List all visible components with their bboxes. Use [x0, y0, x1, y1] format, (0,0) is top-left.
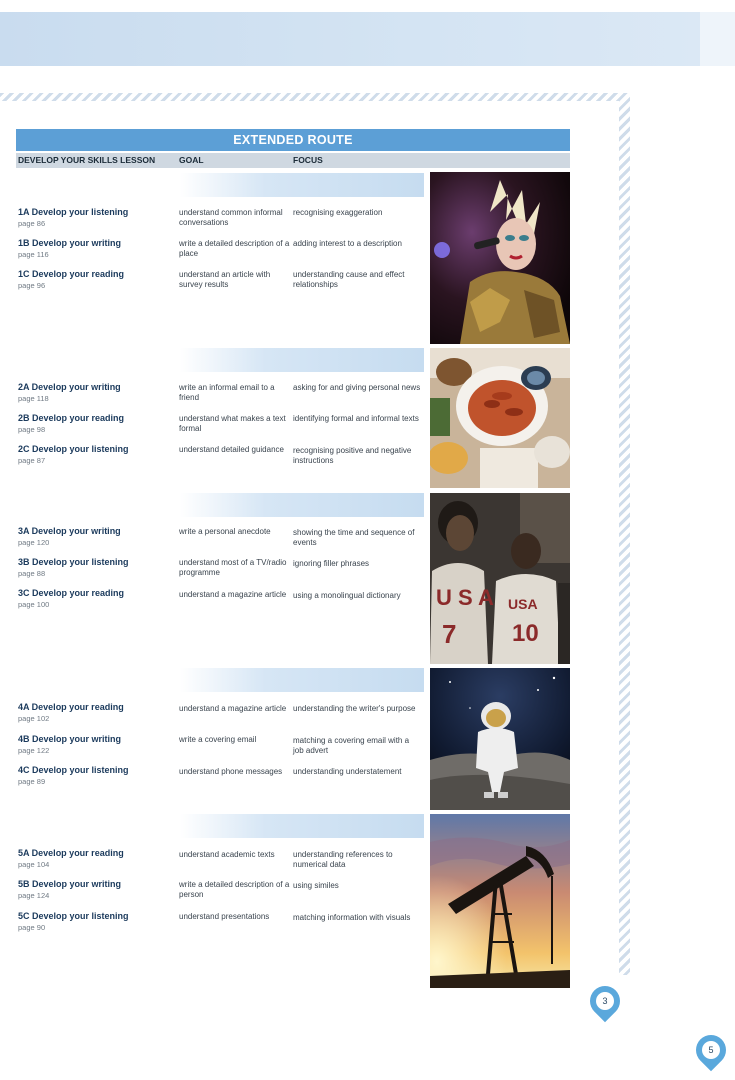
lesson-focus: asking for and giving personal news [293, 383, 421, 392]
lesson-page: page 102 [18, 714, 50, 723]
lesson-focus: matching information with visuals [293, 913, 411, 922]
lesson-focus: understanding cause and effect relationships [293, 270, 405, 289]
lesson-title: 5C Develop your listening [18, 911, 129, 921]
lesson-goal: understand academic texts [179, 850, 275, 859]
lesson-focus: adding interest to a description [293, 239, 402, 248]
lesson-goal: understand an article with survey results [179, 270, 271, 289]
lesson-title: 3B Develop your listening [18, 557, 129, 567]
lesson-title: 4A Develop your reading [18, 702, 124, 712]
lesson-title: 1A Develop your listening [18, 207, 129, 217]
lesson-focus: using similes [293, 881, 339, 890]
lesson-page: page 122 [18, 746, 50, 755]
lesson-title: 2C Develop your listening [18, 444, 129, 454]
lesson-goal: write a covering email [179, 735, 257, 744]
page-number: 5 [708, 1045, 714, 1055]
lesson-page: page 89 [18, 777, 46, 786]
lesson-goal: understand presentations [179, 912, 270, 921]
lesson-title: 4C Develop your listening [18, 765, 129, 775]
lesson-goal: understand most of a TV/radio programme [179, 558, 287, 577]
lesson-focus: understanding understatement [293, 767, 402, 776]
lesson-focus: identifying formal and informal texts [293, 414, 419, 423]
lesson-title: 2A Develop your writing [18, 382, 121, 392]
lesson-title: 2B Develop your reading [18, 413, 125, 423]
top-banner-edge [700, 12, 735, 66]
page-marker-5 [696, 1035, 726, 1065]
lesson-goal: understand phone messages [179, 767, 283, 776]
seafood-table-photo [430, 348, 570, 488]
basketball-players-photo [430, 493, 570, 664]
lesson-page: page 116 [18, 250, 49, 259]
lesson-title: 5A Develop your reading [18, 848, 124, 858]
lesson-goal: understand detailed guidance [179, 445, 284, 454]
lesson-focus: recognising positive and negative instructions [293, 446, 412, 465]
lesson-goal: understand a magazine article [179, 590, 287, 599]
lesson-focus: understanding the writer's purpose [293, 704, 416, 713]
lesson-focus: matching a covering email with a job advert [293, 736, 410, 755]
column-header-goal: GOAL [179, 155, 204, 165]
lesson-goal: write a personal anecdote [179, 527, 271, 536]
lesson-goal: write a detailed description of a place [179, 239, 290, 258]
unit-3-band [180, 493, 424, 517]
lesson-focus: using a monolingual dictionary [293, 591, 401, 600]
page-number: 3 [602, 996, 608, 1006]
lesson-goal: understand a magazine article [179, 704, 287, 713]
lesson-page: page 124 [18, 891, 50, 900]
column-header-lesson: DEVELOP YOUR SKILLS LESSON [18, 155, 156, 165]
oil-pump-sunset-photo [430, 814, 570, 988]
lesson-page: page 120 [18, 538, 50, 547]
lesson-page: page 87 [18, 456, 46, 465]
column-header-focus: FOCUS [293, 155, 323, 165]
unit-5-band [180, 814, 424, 838]
lesson-page: page 104 [18, 860, 50, 869]
extended-route-header: EXTENDED ROUTE [16, 129, 570, 151]
lesson-page: page 96 [18, 281, 46, 290]
lesson-focus: understanding references to numerical data [293, 850, 393, 869]
svg-text:U S A: U S A [436, 585, 494, 610]
lesson-title: 3C Develop your reading [18, 588, 125, 598]
lesson-goal: understand what makes a text formal [179, 414, 286, 433]
lesson-goal: write a detailed description of a person [179, 880, 290, 899]
astronaut-moon-photo [430, 668, 570, 810]
lesson-title: 1B Develop your writing [18, 238, 122, 248]
lesson-title: 1C Develop your reading [18, 269, 125, 279]
lesson-page: page 118 [18, 394, 49, 403]
lesson-page: page 86 [18, 219, 46, 228]
lesson-page: page 90 [18, 923, 46, 932]
unit-1-band [180, 173, 424, 197]
svg-text:10: 10 [512, 620, 539, 647]
lesson-focus: ignoring filler phrases [293, 559, 370, 568]
top-banner [0, 12, 700, 66]
lesson-page: page 100 [18, 600, 50, 609]
unit-2-band [180, 348, 424, 372]
lesson-title: 4B Develop your writing [18, 734, 122, 744]
lesson-title: 5B Develop your writing [18, 879, 122, 889]
lesson-title: 3A Develop your writing [18, 526, 121, 536]
lesson-goal: understand common informal conversations [179, 208, 283, 227]
lesson-focus: showing the time and sequence of events [293, 528, 415, 547]
concert-singer-photo [430, 172, 570, 344]
lesson-focus: recognising exaggeration [293, 208, 383, 217]
lesson-page: page 98 [18, 425, 46, 434]
svg-text:USA: USA [508, 596, 538, 612]
lesson-goal: write an informal email to a friend [179, 383, 275, 402]
unit-4-band [180, 668, 424, 692]
lesson-page: page 88 [18, 569, 46, 578]
svg-text:7: 7 [442, 619, 457, 649]
page-marker-3 [590, 986, 620, 1016]
